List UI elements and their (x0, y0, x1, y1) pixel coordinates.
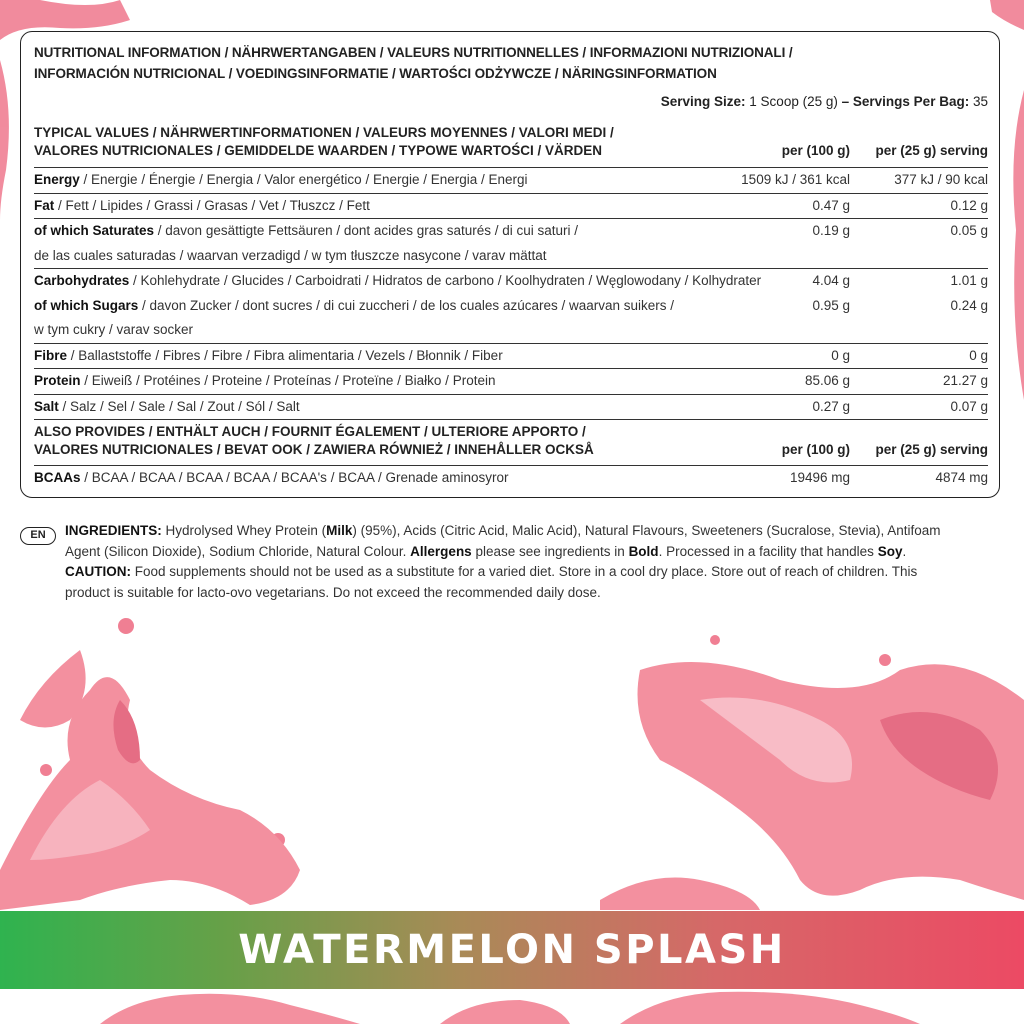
row-name: Energy (34, 172, 80, 187)
row-name: of which Sugars (34, 297, 139, 313)
row-translations-line2: w tym cukry / varav socker (34, 322, 194, 337)
flavour-banner (0, 911, 1024, 989)
droplet (40, 764, 52, 776)
also-provides-heading (34, 423, 988, 459)
splash-left-edge (0, 60, 9, 220)
also-provides-heading-line2: VALORES NUTRICIONALES / BEVAT OOK / ZAWIERA RÓWNIEŻ / INNEHÅLLER OCKSÅ (34, 442, 594, 457)
table-row-bcaas (34, 465, 988, 491)
table-row-fat (34, 193, 988, 219)
splash-right (600, 662, 1024, 910)
bold-word: Bold (628, 543, 659, 559)
row-name: BCAAs (34, 470, 81, 485)
table-row-energy (34, 167, 988, 193)
row-perserving: 21.27 g (942, 373, 988, 388)
allergen-milk: Milk (326, 523, 353, 538)
row-translations-line2: de las cuales saturadas / waarvan verzadigd / w tym tłuszcze nasycone / varav mättat (34, 247, 547, 263)
row-translations: / Salz / Sel / Sale / Sal / Zout / Sól / Salt (58, 398, 300, 414)
row-per100: 19496 mg (789, 470, 850, 485)
row-translations: / Fett / Lipides / Grassi / Grasas / Vet / Tłuszcz / Fett (54, 197, 370, 213)
allergens-label: Allergens (410, 543, 472, 559)
column-header-per100: per (100 g) (781, 143, 850, 158)
row-name: Salt (34, 398, 59, 414)
ingredients-part-d: . Processed in a facility that handles (658, 543, 878, 559)
flavour-name: WATERMELON SPLASH (238, 927, 786, 973)
ingredients-text (65, 521, 965, 603)
table-row-fibre (34, 343, 988, 369)
panel-title-line1: NUTRITIONAL INFORMATION / NÄHRWERTANGABEN / VALEURS NUTRITIONNELLES / INFORMAZIONI NUTRIZIONALI / (34, 45, 793, 60)
caution-label: CAUTION: (65, 564, 131, 579)
row-perserving: 0.05 g (950, 223, 988, 238)
column-header-per100: per (100 g) (781, 442, 850, 457)
language-badge-en: EN (20, 527, 56, 545)
servings-per-bag-value: 35 (972, 94, 988, 109)
table-row-saturates (34, 218, 988, 268)
row-name: Fibre (34, 347, 68, 363)
droplet (879, 654, 891, 666)
row-translations: / Ballaststoffe / Fibres / Fibre / Fibra alimentaria / Vezels / Błonnik / Fiber (67, 347, 503, 363)
serving-separator: – (841, 94, 850, 109)
row-perserving: 1.01 g (950, 273, 988, 288)
column-header-perserving: per (25 g) serving (875, 442, 988, 457)
typical-values-heading (34, 124, 988, 160)
row-translations: / davon Zucker / dont sucres / di cui zuccheri / de los cuales azúcares / waarvan suikers / (138, 297, 675, 313)
droplet (710, 635, 720, 645)
allergen-soy: Soy (877, 543, 903, 559)
row-per100: 0.95 g (812, 297, 850, 313)
row-translations: / Kohlehydrate / Glucides / Carboidrati / Hidratos de carbono / Koolhydraten / Węglowodany / Kolhydrater (129, 273, 762, 288)
row-perserving: 0 g (969, 347, 988, 363)
ingredients-part-b: ) (95%), Acids (Citric Acid, Malic Acid), Natural Flavours, Sweeteners (Sucralose, Stevia), Antifoam Agent (Silicon Dioxide), Sodium Chloride, Natural Colour. (65, 523, 941, 559)
nutrition-panel (20, 31, 1000, 498)
row-perserving: 4874 mg (935, 470, 988, 485)
table-row-carbohydrates (34, 268, 988, 294)
row-perserving: 0.07 g (950, 398, 988, 414)
table-row-protein (34, 368, 988, 394)
splash-top-right (990, 0, 1024, 30)
row-translations: / Energie / Énergie / Energia / Valor energético / Energie / Energia / Energi (79, 172, 528, 187)
row-translations: / Eiweiß / Protéines / Proteine / Proteínas / Proteïne / Białko / Protein (80, 373, 496, 388)
row-per100: 0.19 g (812, 223, 850, 238)
splash-bottom (100, 992, 920, 1024)
row-per100: 0 g (831, 347, 850, 363)
row-perserving: 0.24 g (950, 297, 988, 313)
table-row-salt (34, 394, 988, 421)
panel-title-line2: INFORMACIÓN NUTRICIONAL / VOEDINGSINFORMATIE / WARTOŚCI ODŻYWCZE / NÄRINGSINFORMATION (34, 66, 717, 81)
row-per100: 4.04 g (812, 273, 850, 288)
row-per100: 85.06 g (804, 373, 850, 388)
nutrition-table (34, 167, 988, 420)
splash-left (0, 650, 300, 910)
ingredients-part-e: . (902, 543, 907, 559)
ingredients-part-a: Hydrolysed Whey Protein ( (161, 523, 327, 538)
droplet (118, 618, 134, 634)
serving-size-value: 1 Scoop (25 g) (749, 94, 838, 109)
row-perserving: 0.12 g (950, 197, 988, 213)
also-provides-table (34, 465, 988, 491)
serving-size-label: Serving Size: (660, 94, 746, 109)
row-translations: / davon gesättigte Fettsäuren / dont acides gras saturés / di cui saturi / (154, 223, 579, 238)
typical-values-heading-line2: VALORES NUTRICIONALES / GEMIDDELDE WAARDEN / TYPOWE WARTOŚCI / VÄRDEN (34, 143, 603, 158)
panel-title (34, 42, 974, 84)
table-row-sugars (34, 294, 988, 343)
row-name: of which Saturates (34, 223, 155, 238)
typical-values-heading-line1: TYPICAL VALUES / NÄHRWERTINFORMATIONEN / VALEURS MOYENNES / VALORI MEDI / (34, 125, 614, 140)
row-per100: 0.27 g (812, 398, 850, 414)
row-per100: 1509 kJ / 361 kcal (741, 172, 850, 187)
row-name: Carbohydrates (34, 273, 130, 288)
also-provides-heading-line1: ALSO PROVIDES / ENTHÄLT AUCH / FOURNIT ÉGALEMENT / ULTERIORE APPORTO / (34, 424, 586, 439)
ingredients-label: INGREDIENTS: (65, 523, 162, 538)
servings-per-bag-label: Servings Per Bag: (852, 94, 970, 109)
row-perserving: 377 kJ / 90 kcal (894, 172, 988, 187)
row-translations: / BCAA / BCAA / BCAA / BCAA / BCAA's / BCAA / Grenade aminosyror (80, 470, 509, 485)
row-per100: 0.47 g (812, 197, 850, 213)
column-header-perserving: per (25 g) serving (875, 143, 988, 158)
splash-right-edge (1013, 90, 1024, 400)
serving-info (661, 93, 988, 111)
row-name: Fat (34, 197, 55, 213)
ingredients-part-c: please see ingredients in (471, 543, 629, 559)
row-name: Protein (34, 373, 81, 388)
caution-text: Food supplements should not be used as a substitute for a varied diet. Store in a cool dry place. Store out of reach of children. This product is suitable for lacto-ovo vegetarians. Do not exceed the recommended daily dose. (65, 564, 918, 600)
